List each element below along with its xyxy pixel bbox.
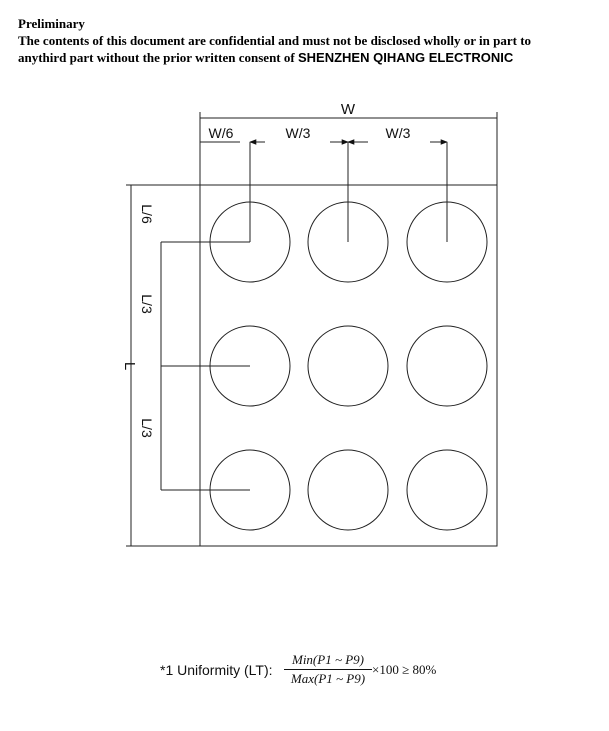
width-label: W [340, 101, 356, 118]
formula-threshold: ×100 ≥ 80% [372, 662, 437, 677]
measurement-point-circle-9 [407, 450, 487, 530]
measurement-point-circle-6 [407, 326, 487, 406]
measurement-point-circle-5 [308, 326, 388, 406]
formula-fraction [284, 652, 372, 687]
w6-label: W/6 [208, 125, 234, 141]
measurement-point-circle-8 [308, 450, 388, 530]
company-name: SHENZHEN QIHANG ELECTRONIC [297, 50, 514, 65]
w3-label-a: W/3 [285, 125, 311, 141]
formula-label: *1 Uniformity (LT): [160, 662, 273, 678]
measurement-points [210, 202, 487, 530]
formula-denominator: Max(P1 ~ P9) [290, 671, 366, 686]
confidentiality-line-1: The contents of this document are confidential and must not be disclosed wholly or in part to [18, 33, 532, 48]
l3-label-b: L/3 [139, 418, 155, 438]
l6-label: L/6 [139, 204, 155, 224]
confidentiality-text: anythird part without the prior written consent of [18, 50, 298, 65]
length-label: L [121, 361, 138, 371]
l3-label-a: L/3 [139, 294, 155, 314]
formula-numerator: Min(P1 ~ P9) [284, 652, 372, 670]
preliminary-heading: Preliminary [18, 16, 85, 31]
w3-label-b: W/3 [385, 125, 411, 141]
